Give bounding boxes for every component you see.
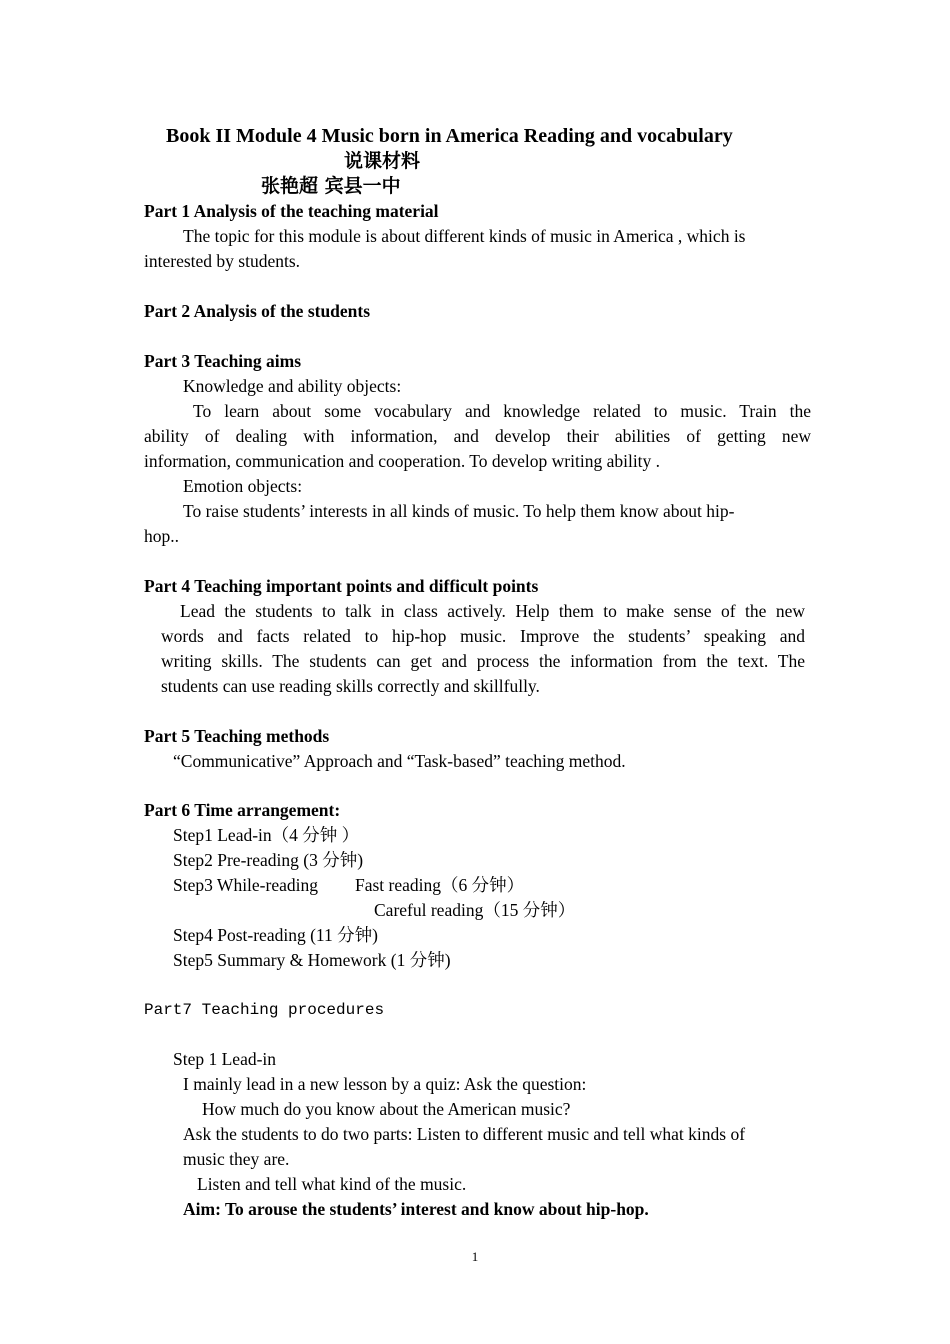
part3-heading: Part 3 Teaching aims bbox=[144, 351, 302, 371]
time-step: Step2 Pre-reading (3 分钟) bbox=[173, 850, 364, 870]
part3-text: To learn about some vocabulary and knowledge related to music. Train the bbox=[193, 401, 811, 421]
part2-heading: Part 2 Analysis of the students bbox=[144, 301, 371, 321]
part3-text: ability of dealing with information, and develop their abilities of getting new bbox=[144, 426, 811, 446]
part3-text: hop.. bbox=[144, 526, 179, 546]
procedure-aim: Aim: To arouse the students’ interest and know about hip-hop. bbox=[183, 1199, 649, 1219]
time-step: Step3 While-reading bbox=[173, 875, 318, 895]
document-title: Book II Module 4 Music born in America Reading and vocabulary bbox=[166, 125, 733, 147]
time-step-sub: Careful reading（15 分钟） bbox=[374, 900, 576, 920]
procedure-step-title: Step 1 Lead-in bbox=[173, 1049, 277, 1069]
part1-heading: Part 1 Analysis of the teaching material bbox=[144, 201, 439, 221]
procedure-text: Listen and tell what kind of the music. bbox=[197, 1174, 467, 1194]
document-subtitle: 说课材料 bbox=[344, 150, 421, 172]
part4-text: students can use reading skills correctly and skillfully. bbox=[161, 676, 540, 696]
time-step: Step4 Post-reading (11 分钟) bbox=[173, 925, 378, 945]
part7-heading: Part7 Teaching procedures bbox=[144, 1001, 385, 1019]
part4-text: writing skills. The students can get and process the information from the text. The bbox=[161, 651, 805, 671]
part5-text: “Communicative” Approach and “Task-based” teaching method. bbox=[173, 751, 626, 771]
part4-heading: Part 4 Teaching important points and difficult points bbox=[144, 576, 539, 596]
part3-text: information, communication and cooperation. To develop writing ability . bbox=[144, 451, 661, 471]
part4-text: words and facts related to hip-hop music. Improve the students’ speaking and bbox=[161, 626, 805, 646]
part3-text: To raise students’ interests in all kinds of music. To help them know about hip- bbox=[183, 501, 735, 521]
time-step: Step1 Lead-in（4 分钟 ） bbox=[173, 825, 360, 845]
knowledge-label: Knowledge and ability objects: bbox=[183, 376, 402, 396]
part5-heading: Part 5 Teaching methods bbox=[144, 726, 330, 746]
procedure-text: I mainly lead in a new lesson by a quiz: Ask the question: bbox=[183, 1074, 587, 1094]
procedure-text: Ask the students to do two parts: Listen to different music and tell what kinds of bbox=[183, 1124, 746, 1144]
part1-text: The topic for this module is about different kinds of music in America , which is bbox=[183, 226, 746, 246]
time-step: Step5 Summary & Homework (1 分钟) bbox=[173, 950, 451, 970]
time-step-sub: Fast reading（6 分钟） bbox=[355, 875, 525, 895]
part6-heading: Part 6 Time arrangement: bbox=[144, 800, 341, 820]
procedure-text: music they are. bbox=[183, 1149, 290, 1169]
page-number: 1 bbox=[471, 1249, 479, 1264]
procedure-text: How much do you know about the American music? bbox=[202, 1099, 571, 1119]
emotion-label: Emotion objects: bbox=[183, 476, 303, 496]
part4-text: Lead the students to talk in class actively. Help them to make sense of the new bbox=[180, 601, 805, 621]
author-line: 张艳超 宾县一中 bbox=[261, 175, 401, 197]
part1-text: interested by students. bbox=[144, 251, 301, 271]
